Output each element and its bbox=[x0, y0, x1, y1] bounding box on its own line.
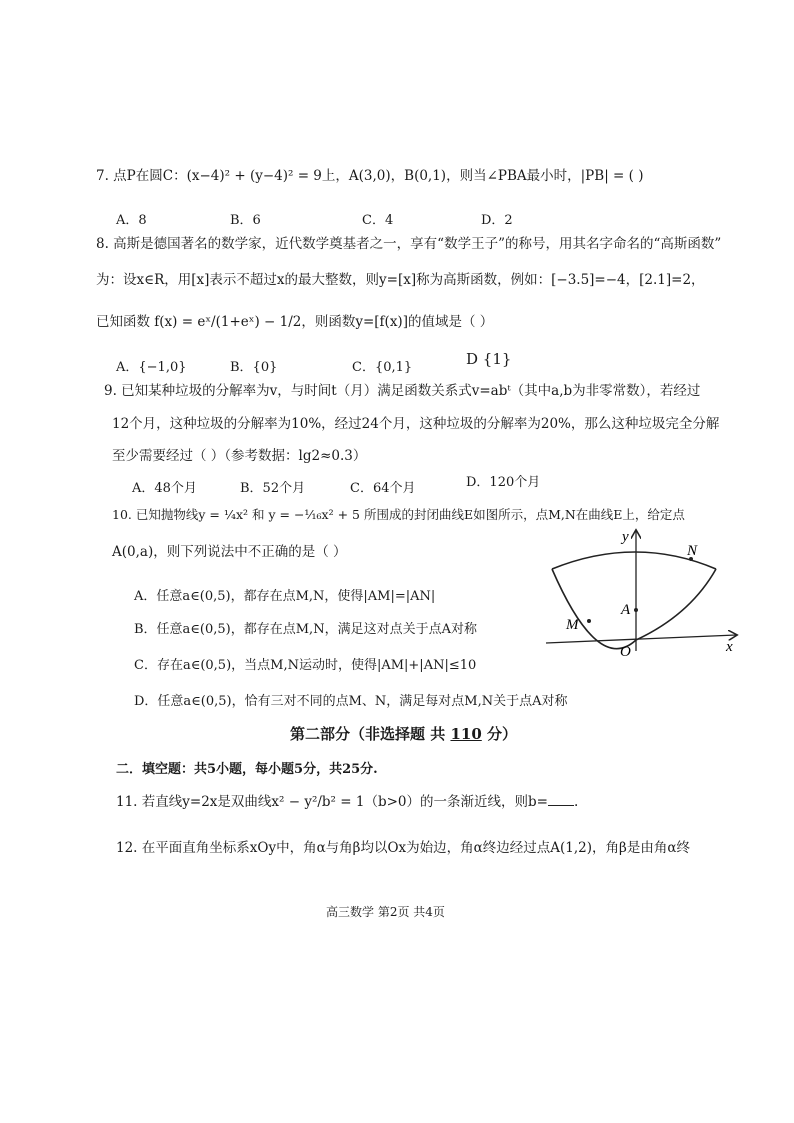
q10-option-d: D．任意a∈(0,5)，恰有三对不同的点M、N，满足每对点M,N关于点A对称 bbox=[134, 694, 568, 709]
q8-option-d: D {1} bbox=[466, 350, 512, 368]
q11-answer-blank[interactable] bbox=[548, 805, 574, 806]
q10-line2: A(0,a)，则下列说法中不正确的是（ ） bbox=[112, 544, 347, 560]
q10-option-a: A．任意a∈(0,5)，都存在点M,N，使得|AM|=|AN| bbox=[134, 589, 436, 604]
q7-option-d: D．2 bbox=[481, 213, 513, 228]
q10-option-b: B．任意a∈(0,5)，都存在点M,N，满足这对点关于点A对称 bbox=[134, 622, 477, 637]
q11 bbox=[116, 796, 578, 810]
q9-option-c: C．64个月 bbox=[350, 481, 416, 496]
q8-option-b: B．{0} bbox=[230, 360, 278, 375]
part2-title-suffix: 分） bbox=[487, 725, 518, 743]
label-o: O bbox=[620, 644, 631, 660]
q10-figure bbox=[540, 525, 740, 660]
q7-stem: 7. 点P在圆C：(x−4)² + (y−4)² = 9上，A(3,0)，B(0,1)，则当∠PBA最小时，|PB| = ( ) bbox=[96, 168, 644, 184]
q7-option-c: C．4 bbox=[362, 213, 394, 228]
x-axis bbox=[546, 635, 736, 643]
part2-title-score: 110 bbox=[450, 725, 482, 743]
section2-heading: 二．填空题：共5小题，每小题5分，共25分. bbox=[116, 762, 378, 777]
label-n: N bbox=[687, 543, 698, 559]
q9-line2: 12个月，这种垃圾的分解率为10%，经过24个月，这种垃圾的分解率为20%，那么这种垃圾完全分解 bbox=[112, 416, 720, 432]
q9-line3: 至少需要经过（ ）（参考数据：lg2≈0.3） bbox=[112, 448, 367, 464]
q7-option-b: B．6 bbox=[230, 213, 261, 228]
q10-line1: 10. 已知抛物线y = ¼x² 和 y = −¹⁄₁₆x² + 5 所围成的封闭曲线E如图所示，点M,N在曲线E上，给定点 bbox=[112, 507, 685, 522]
q9-option-b: B．52个月 bbox=[240, 481, 306, 496]
q7-option-a: A．8 bbox=[116, 213, 147, 228]
part2-title bbox=[290, 723, 517, 744]
q12-text: 12. 在平面直角坐标系xOy中，角α与角β均以Ox为始边，角α终边经过点A(1,2)，角β是由角α终 bbox=[116, 840, 690, 856]
label-x: x bbox=[726, 639, 733, 655]
q11-text: 11. 若直线y=2x是双曲线x² − y²/b² = 1（b>0）的一条渐近线，则b= bbox=[116, 794, 548, 810]
label-y: y bbox=[622, 529, 629, 545]
part2-title-prefix: 第二部分（非选择题 共 bbox=[290, 725, 446, 743]
q10-option-c: C．存在a∈(0,5)，当点M,N运动时，使得|AM|+|AN|≤10 bbox=[134, 658, 477, 673]
q11-end: . bbox=[573, 794, 579, 810]
page-footer: 高三数学 第2页 共4页 bbox=[326, 905, 445, 919]
label-a: A bbox=[621, 602, 631, 618]
q8-line3: 已知函数 f(x) = eˣ/(1+eˣ) − 1/2，则函数y=[f(x)]的值域是（ ） bbox=[96, 314, 494, 330]
q8-option-c: C．{0,1} bbox=[352, 360, 413, 375]
label-m: M bbox=[566, 617, 579, 633]
q8-line2: 为：设x∈R，用[x]表示不超过x的最大整数，则y=[x]称为高斯函数，例如：[−3.5]=−4，[2.1]=2， bbox=[96, 272, 705, 288]
q9-option-a: A．48个月 bbox=[132, 481, 197, 496]
q9-option-d: D．120个月 bbox=[466, 475, 541, 490]
q9-line1: 9. 已知某种垃圾的分解率为v，与时间t（月）满足函数关系式v=abᵗ（其中a,b为非零常数），若经过 bbox=[104, 383, 701, 399]
q8-option-a: A．{−1,0} bbox=[116, 360, 187, 375]
point-m bbox=[587, 619, 591, 623]
point-a bbox=[634, 608, 638, 612]
q8-line1: 8. 高斯是德国著名的数学家，近代数学奠基者之一，享有“数学王子”的称号，用其名字命名的“高斯函数” bbox=[96, 236, 722, 252]
